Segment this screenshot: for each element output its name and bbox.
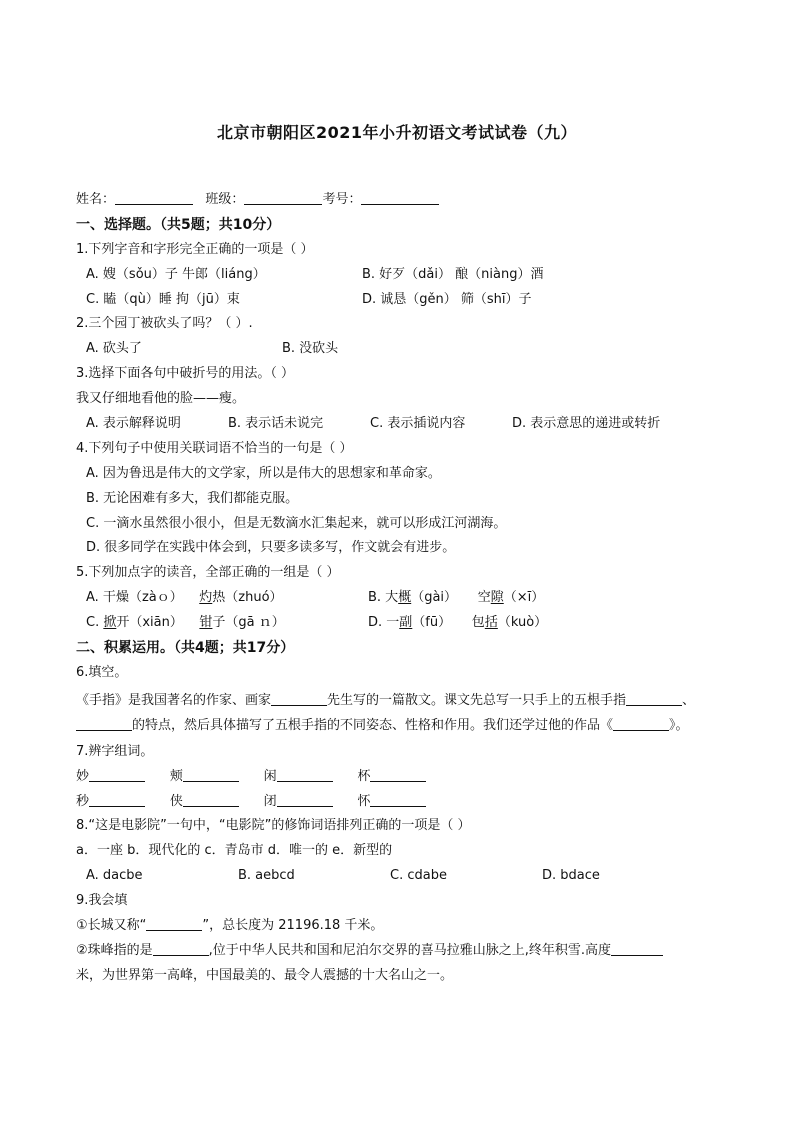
option-c: C. 一滴水虽然很小很小，但是无数滴水汇集起来，就可以形成江河湖海。 bbox=[86, 515, 507, 531]
option-d: D. bdace bbox=[542, 868, 600, 884]
fill-blank[interactable] bbox=[370, 792, 426, 807]
fill-blank[interactable] bbox=[146, 916, 202, 931]
text-fragment: ”，总长度为 21196.18 千米。 bbox=[202, 918, 384, 934]
fill-line: 米，为世界第一高峰，中国最美的、最令人震撼的十大名山之一。 bbox=[76, 967, 454, 983]
fill-blank[interactable] bbox=[271, 691, 327, 706]
fill-blank[interactable] bbox=[89, 767, 145, 782]
text-fragment: 》。 bbox=[669, 717, 689, 733]
char-cell: 颊 bbox=[169, 768, 183, 784]
option-a: A. 表示解释说明 bbox=[86, 416, 181, 432]
char-cell: 闭 bbox=[263, 793, 277, 809]
option-row bbox=[76, 265, 726, 285]
char-cell: 闲 bbox=[263, 768, 277, 784]
text-fragment: 、 bbox=[682, 692, 696, 708]
option-b: B. 没砍头 bbox=[282, 341, 339, 357]
text-fragment: 开（xiān） bbox=[116, 615, 183, 631]
fill-blank[interactable] bbox=[626, 691, 682, 706]
text-fragment: （kuò） bbox=[497, 615, 548, 631]
option-d: D. 诚恳（gěn） 筛（shī）子 bbox=[362, 291, 532, 307]
question-options-list: a．一座 b．现代化的 c．青岛市 d．唯一的 e．新型的 bbox=[76, 843, 393, 859]
text-fragment: A. 干 bbox=[86, 590, 116, 606]
option-a bbox=[86, 588, 368, 608]
page-title: 北京市朝阳区2021年小升初语文考试试卷（九） bbox=[216, 123, 578, 142]
dotted-char: 掀 bbox=[103, 615, 117, 631]
fill-blank[interactable] bbox=[153, 941, 209, 956]
text-fragment: 先生写的一篇散文。课文先总写一只手上的五根手指 bbox=[327, 692, 627, 708]
option-b bbox=[368, 588, 544, 608]
option-row bbox=[76, 414, 726, 434]
option-c: C. cdabe bbox=[390, 868, 447, 884]
section-heading: 二、积累运用。（共4题；共17分） bbox=[76, 640, 295, 657]
text-fragment: ①长城又称“ bbox=[76, 918, 147, 934]
option-row bbox=[76, 339, 726, 359]
option-d: D. 表示意思的递进或转折 bbox=[512, 416, 661, 432]
char-cell: 怀 bbox=[357, 793, 371, 809]
text-fragment: 子（gā ｎ） bbox=[212, 615, 285, 631]
fill-blank[interactable] bbox=[277, 767, 333, 782]
text-fragment: B. 大 bbox=[368, 590, 399, 606]
question-sentence: 我又仔细地看他的脸——瘦。 bbox=[76, 391, 246, 407]
fill-blank[interactable] bbox=[277, 792, 333, 807]
name-blank[interactable] bbox=[115, 190, 193, 205]
option-row bbox=[76, 866, 726, 886]
dotted-char: 概 bbox=[398, 590, 412, 606]
dotted-char: 括 bbox=[484, 615, 498, 631]
option-a: A. dacbe bbox=[86, 868, 143, 884]
char-cell: 侠 bbox=[169, 793, 183, 809]
section-heading: 一、选择题。（共5题；共10分） bbox=[76, 216, 281, 233]
question-stem: 3.选择下面各句中破折号的用法。（ ） bbox=[76, 366, 295, 382]
question-stem: 4.下列句子中使用关联词语不恰当的一句是（ ） bbox=[76, 440, 353, 456]
fill-blank[interactable] bbox=[89, 792, 145, 807]
word-row bbox=[76, 792, 726, 812]
text-fragment: 燥（zàｏ） bbox=[115, 590, 183, 606]
question-paragraph bbox=[76, 688, 726, 738]
option-b: B. 好歹（dǎi） 酿（niàng）酒 bbox=[362, 266, 544, 282]
number-blank[interactable] bbox=[361, 190, 439, 205]
char-cell: 妙 bbox=[76, 768, 90, 784]
number-label: 考号： bbox=[322, 192, 362, 207]
question-stem: 9.我会填 bbox=[76, 893, 128, 909]
question-stem: 7.辨字组词。 bbox=[76, 743, 154, 759]
text-fragment: 《手指》是我国著名的作家、画家 bbox=[76, 692, 272, 708]
dotted-char: 钳 bbox=[199, 615, 213, 631]
text-fragment: 空 bbox=[477, 590, 491, 606]
char-cell: 杯 bbox=[357, 768, 371, 784]
fill-blank[interactable] bbox=[76, 716, 132, 731]
option-d: D. 很多同学在实践中体会到，只要多读多写，作文就会有进步。 bbox=[86, 540, 456, 556]
option-c: C. 瞌（qù）睡 拘（jū）束 bbox=[86, 291, 240, 307]
dotted-char: 副 bbox=[399, 615, 413, 631]
fill-blank[interactable] bbox=[611, 941, 663, 956]
option-c bbox=[86, 613, 368, 633]
text-fragment: ②珠峰指的是 bbox=[76, 942, 153, 958]
option-b: B. 无论困难有多大，我们都能克服。 bbox=[86, 490, 299, 506]
question-stem: 8.“这是电影院”一句中，“电影院”的修饰词语排列正确的一项是（ ） bbox=[76, 818, 471, 834]
dotted-char: 灼 bbox=[199, 590, 213, 606]
char-cell: 秒 bbox=[76, 793, 90, 809]
text-fragment: 包 bbox=[471, 615, 485, 631]
text-fragment: （gài） bbox=[411, 590, 458, 606]
fill-blank[interactable] bbox=[613, 716, 669, 731]
text-fragment: （fū） bbox=[412, 615, 452, 631]
option-c: C. 表示插说内容 bbox=[370, 416, 466, 432]
name-label: 姓名： bbox=[76, 192, 116, 207]
question-stem: 1.下列字音和字形完全正确的一项是（ ） bbox=[76, 241, 314, 257]
text-fragment: （×ī） bbox=[503, 590, 545, 606]
option-b: B. 表示话未说完 bbox=[228, 416, 324, 432]
option-a: A. 嫂（sǒu）子 牛郎（liáng） bbox=[86, 266, 266, 282]
question-stem: 5.下列加点字的读音，全部正确的一组是（ ） bbox=[76, 565, 340, 581]
fill-line bbox=[76, 941, 726, 961]
option-b: B. aebcd bbox=[238, 868, 295, 884]
class-blank[interactable] bbox=[244, 190, 322, 205]
option-a: A. 因为鲁迅是伟大的文学家，所以是伟大的思想家和革命家。 bbox=[86, 465, 441, 481]
fill-line bbox=[76, 916, 726, 936]
fill-blank[interactable] bbox=[183, 767, 239, 782]
question-stem: 2.三个园丁被砍头了吗？（ ）. bbox=[76, 316, 253, 332]
class-label: 班级： bbox=[205, 192, 245, 207]
question-stem: 6.填空。 bbox=[76, 664, 128, 680]
text-fragment: C. bbox=[86, 615, 104, 631]
dotted-char: 隙 bbox=[490, 590, 504, 606]
option-row bbox=[76, 588, 726, 608]
fill-blank[interactable] bbox=[183, 792, 239, 807]
text-fragment: 的特点，然后具体描写了五根手指的不同姿态、性格和作用。我们还学过他的作品《 bbox=[132, 717, 614, 733]
text-fragment: D. 一 bbox=[368, 615, 400, 631]
option-a: A. 砍头了 bbox=[86, 341, 142, 357]
exam-content bbox=[76, 190, 726, 991]
student-info-line bbox=[76, 190, 726, 210]
option-d bbox=[368, 613, 547, 633]
option-row bbox=[76, 613, 726, 633]
text-fragment: 热（zhuó） bbox=[212, 590, 283, 606]
option-row bbox=[76, 290, 726, 310]
fill-blank[interactable] bbox=[370, 767, 426, 782]
word-row bbox=[76, 767, 726, 787]
text-fragment: ,位于中华人民共和国和尼泊尔交界的喜马拉雅山脉之上,终年积雪.高度 bbox=[208, 942, 612, 958]
